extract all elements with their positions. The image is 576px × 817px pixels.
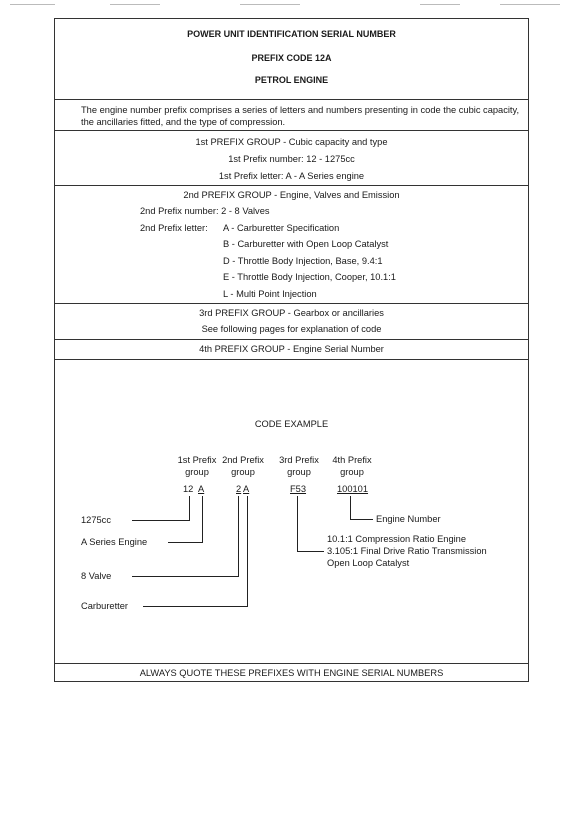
scan-line: [110, 4, 160, 5]
connector-line: [202, 496, 203, 542]
connector-line: [189, 496, 190, 520]
divider: [55, 359, 528, 360]
code-example-heading: CODE EXAMPLE: [254, 419, 329, 429]
connector-line: [297, 551, 324, 552]
code-value: F53: [290, 484, 307, 494]
engine-type-heading: PETROL ENGINE: [254, 75, 329, 85]
divider: [55, 303, 528, 304]
document-frame: [54, 18, 529, 682]
connector-line: [297, 496, 298, 551]
group2-letter-item: B - Carburetter with Open Loop Catalyst: [223, 239, 389, 249]
label-open-loop-catalyst: Open Loop Catalyst: [327, 558, 410, 568]
label-engine-number: Engine Number: [376, 514, 441, 524]
group2-letter-label: 2nd Prefix letter:: [140, 223, 208, 233]
group2-letter-item: D - Throttle Body Injection, Base, 9.4:1: [223, 256, 383, 266]
column-header: group: [340, 467, 364, 477]
divider: [55, 185, 528, 186]
divider: [55, 339, 528, 340]
label-compression-ratio: 10.1:1 Compression Ratio Engine: [327, 534, 467, 544]
column-header: group: [185, 467, 209, 477]
connector-line: [143, 606, 248, 607]
group2-number: 2nd Prefix number: 2 - 8 Valves: [140, 206, 270, 216]
divider: [55, 99, 528, 100]
column-header: group: [287, 467, 311, 477]
divider: [55, 663, 528, 664]
group3-note: See following pages for explanation of code: [201, 324, 382, 334]
column-header: 4th Prefix: [332, 455, 372, 465]
group2-letter-item: E - Throttle Body Injection, Cooper, 10.1:1: [223, 272, 396, 282]
code-value: 2: [236, 484, 242, 494]
code-value: A: [198, 484, 205, 494]
divider: [55, 130, 528, 131]
connector-line: [247, 496, 248, 606]
group2-letter-item: A - Carburetter Specification: [223, 223, 340, 233]
label-1275cc: 1275cc: [81, 515, 111, 525]
column-header: 1st Prefix: [177, 455, 217, 465]
group4-heading: 4th PREFIX GROUP - Engine Serial Number: [199, 344, 384, 354]
connector-line: [350, 496, 351, 519]
connector-line: [132, 576, 239, 577]
code-value: 100101: [337, 484, 369, 494]
connector-line: [238, 496, 239, 576]
column-header: group: [231, 467, 255, 477]
column-header: 2nd Prefix: [222, 455, 264, 465]
label-carburetter: Carburetter: [81, 601, 129, 611]
scan-line: [500, 4, 560, 5]
group2-heading: 2nd PREFIX GROUP - Engine, Valves and Emission: [183, 190, 400, 200]
connector-line: [350, 519, 373, 520]
group1-heading: 1st PREFIX GROUP - Cubic capacity and type: [195, 137, 388, 147]
column-header: 3rd Prefix: [279, 455, 319, 465]
intro-paragraph: The engine number prefix comprises a series of letters and numbers presenting in code the cubic capacity, the ancillaries fitted, and the type of compression.: [81, 105, 520, 127]
group2-letter-item: L - Multi Point Injection: [223, 289, 317, 299]
footer-notice: ALWAYS QUOTE THESE PREFIXES WITH ENGINE SERIAL NUMBERS: [139, 668, 444, 678]
connector-line: [132, 520, 190, 521]
group1-letter: 1st Prefix letter: A - A Series engine: [218, 171, 365, 181]
label-8-valve: 8 Valve: [81, 571, 112, 581]
scan-line: [10, 4, 55, 5]
label-final-drive-ratio: 3.105:1 Final Drive Ratio Transmission: [327, 546, 487, 556]
label-a-series-engine: A Series Engine: [81, 537, 148, 547]
group3-heading: 3rd PREFIX GROUP - Gearbox or ancillaries: [199, 308, 384, 318]
connector-line: [168, 542, 203, 543]
scan-line: [240, 4, 300, 5]
code-value: A: [243, 484, 250, 494]
document-title: POWER UNIT IDENTIFICATION SERIAL NUMBER: [187, 29, 396, 39]
prefix-code-heading: PREFIX CODE 12A: [251, 53, 332, 63]
group1-number: 1st Prefix number: 12 - 1275cc: [228, 154, 355, 164]
scan-line: [420, 4, 460, 5]
code-value: 12: [183, 484, 194, 494]
